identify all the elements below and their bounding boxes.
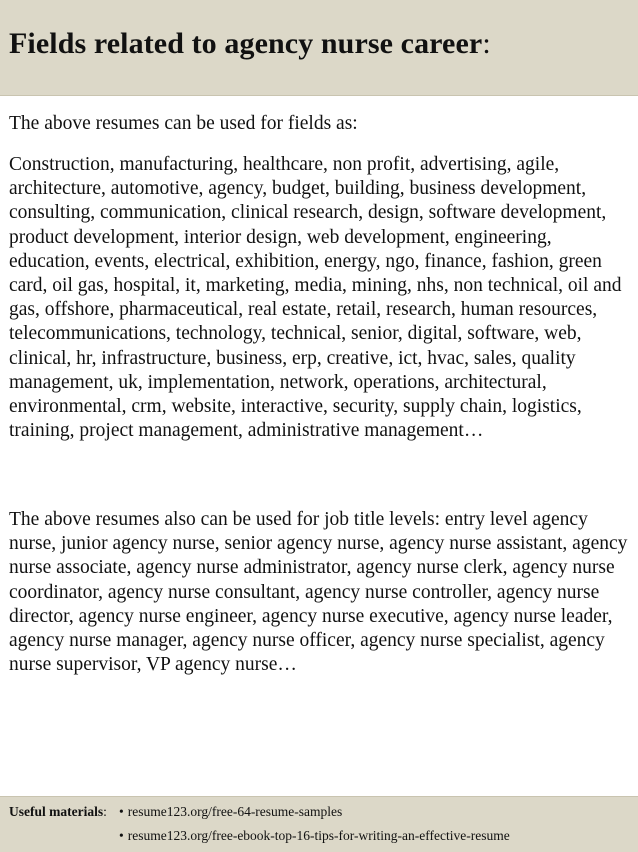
useful-materials-colon: : bbox=[103, 804, 107, 819]
page-title-colon: : bbox=[482, 27, 491, 60]
material-link-1[interactable]: resume123.org/free-64-resume-samples bbox=[127, 804, 343, 819]
material-item-1 bbox=[119, 804, 342, 820]
material-item-2 bbox=[119, 828, 510, 844]
footer-band bbox=[0, 796, 638, 852]
page-title-text: Fields related to agency nurse career bbox=[9, 27, 483, 60]
material-link-2[interactable]: resume123.org/free-ebook-top-16-tips-for-writing-an-effective-resume bbox=[127, 828, 510, 843]
page-title bbox=[9, 27, 491, 61]
header-band bbox=[0, 0, 638, 96]
intro-text: The above resumes can be used for fields as: bbox=[9, 113, 358, 134]
job-levels-paragraph: The above resumes also can be used for job title levels: entry level agency nurse, junior agency nurse, senior agency nurse, agency nurse assistant, agency nurse associate, agency nurse administrator, agency nurse clerk, agency nurse coordinator, agency nurse consultant, agency nurse controller, agency nurse director, agency nurse engineer, agency nurse executive, agency nurse leader, agency nurse manager, agency nurse officer, agency nurse specialist, agency nurse supervisor, VP agency nurse… bbox=[9, 509, 628, 676]
useful-materials-label bbox=[9, 804, 107, 820]
fields-paragraph: Construction, manufacturing, healthcare, non profit, advertising, agile, architecture, automotive, agency, budget, building, business development, consulting, communication, clinical research, design, software development, product development, interior design, web development, engineering, education, events, electrical, exhibition, energy, ngo, finance, fashion, green card, oil gas, hospital, it, marketing, media, mining, nhs, non technical, oil and gas, offshore, pharmaceutical, real estate, retail, research, human resources, telecommunications, technology, technical, senior, digital, software, web, clinical, hr, infrastructure, business, erp, creative, ict, hvac, sales, quality management, uk, implementation, network, operations, architectural, environmental, crm, website, interactive, security, supply chain, logistics, training, project management, administrative management… bbox=[9, 154, 622, 442]
useful-materials-label-text: Useful materials bbox=[9, 804, 104, 819]
bullet-icon: • bbox=[119, 828, 124, 843]
bullet-icon: • bbox=[119, 804, 124, 819]
